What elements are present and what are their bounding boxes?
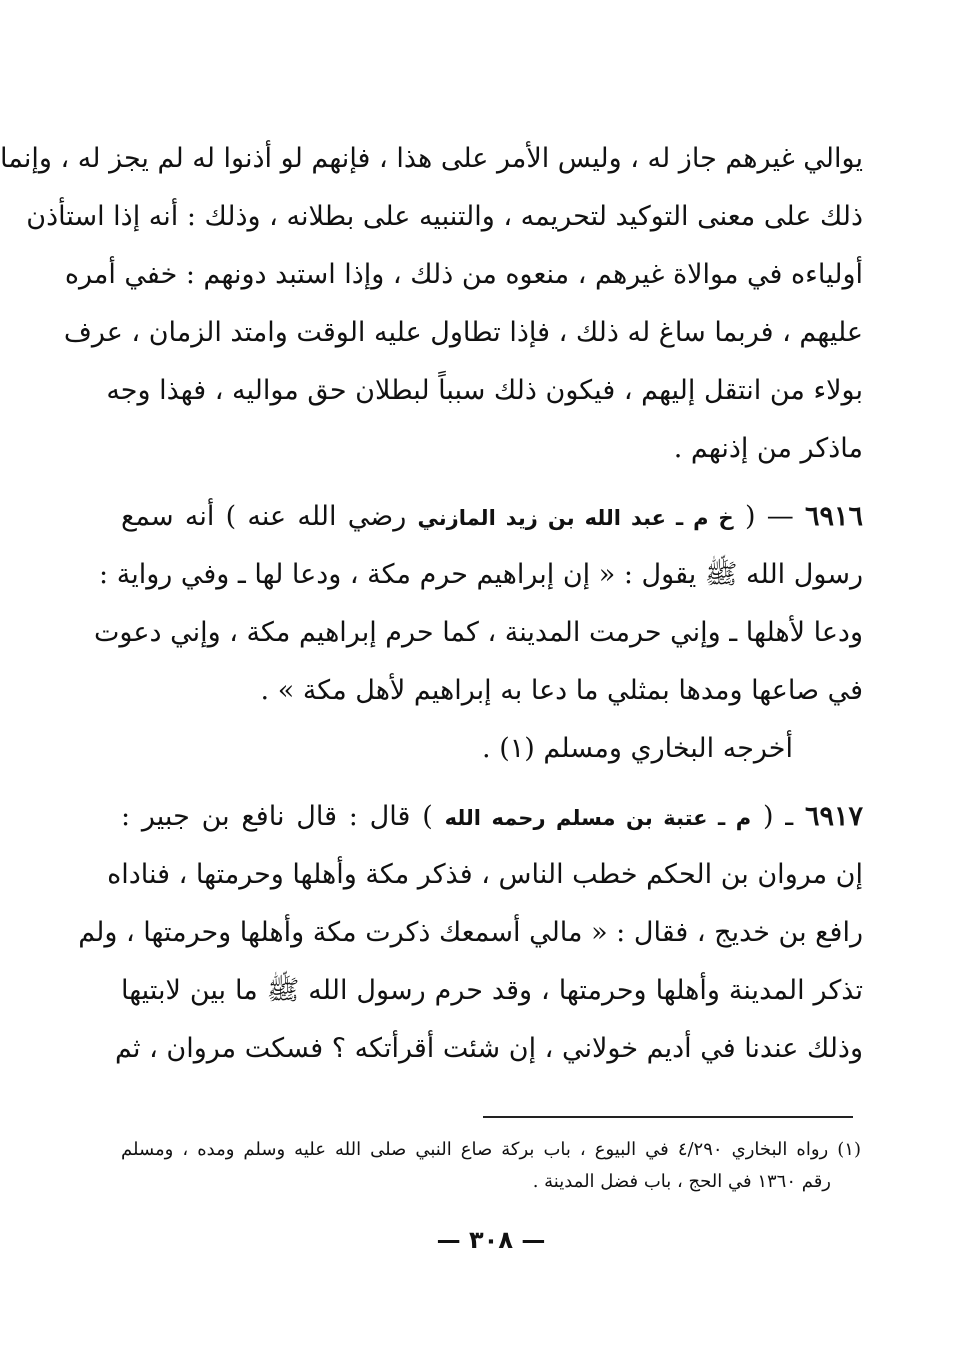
text-line: ماذكر من إذنهم . [673,433,863,464]
footnote-separator [483,1116,853,1118]
main-text [0,130,864,1078]
text-line: يوالي غيرهم جاز له ، وليس الأمر على هذا ، فإنهم لو أذنوا له لم يجز له ، وإنما [0,143,863,174]
hadith-6916-heading [121,488,863,546]
text-line: وذلك عندنا في أديم خولاني ، إن شئت أقرأتكه ؟ فسكت مروان ، ثم [115,1033,863,1064]
text-line: إن مروان بن الحكم خطب الناس ، فذكر مكة وأهلها وحرمتها ، فناداه [107,859,863,890]
text-line: عليهم ، فربما ساغ له ذلك ، فإذا تطاول عليه الوقت وامتد الزمان ، عرف [63,317,863,348]
text-line: رسول الله ﷺ يقول : « إن إبراهيم حرم مكة ، ودعا لها ـ وفي رواية : [99,559,863,590]
hadith-dash: ـ ( [751,801,805,832]
footnotes [121,1134,861,1198]
text-line: ودعا لأهلها ـ وإني حرمت المدينة ، كما حرم إبراهيم مكة ، وإني دعوت [94,617,863,648]
takhrij-line: أخرجه البخاري ومسلم (١) . [482,733,793,764]
footnote-line: رقم ١٣٦٠ في الحج ، باب فضل المدينة . [532,1171,831,1192]
hadith-6917-heading [121,788,863,846]
footnote-line: (١) رواه البخاري ٤/٢٩٠ في البيوع ، باب بركة صاع النبي صلى الله عليه وسلم ومده ، ومسلم [121,1139,861,1160]
hadith-dash: — ( [733,501,805,532]
page-number: — ٣٠٨ — [436,1226,546,1254]
text-line: تذكر المدينة وأهلها وحرمتها ، وقد حرم رسول الله ﷺ ما بين لابتيها [121,975,863,1006]
text-line: أولياءه في موالاة غيرهم ، منعوه من ذلك ، وإذا استبد دونهم : خفي أمره [64,259,863,290]
text-line: بولاء من انتقل إليهم ، فيكون ذلك سبباً لبطلان حق مواليه ، فهذا وجه [106,375,863,406]
text-line: ذلك على معنى التوكيد لتحريمه ، والتنبيه على بطلانه ، وذلك : أنه إذا استأذن [26,201,863,232]
hadith-heading-rest: ) قال : قال نافع بن جبير : [121,801,445,832]
hadith-source: م ـ عتبة بن مسلم رحمه الله [444,806,752,830]
hadith-source: خ م ـ عبد الله بن زيد المازني [417,506,734,530]
hadith-number: ٦٩١٧ [805,801,864,832]
text-line: رافع بن خديج ، فقال : « مالي أسمعك ذكرت مكة وأهلها وحرمتها ، ولم [78,917,863,948]
text-line: في صاعها ومدها بمثلي ما دعا به إبراهيم لأهل مكة » . [260,675,863,706]
hadith-number: ٦٩١٦ [804,501,863,532]
hadith-heading-rest: رضي الله عنه ) أنه سمع [121,501,418,532]
